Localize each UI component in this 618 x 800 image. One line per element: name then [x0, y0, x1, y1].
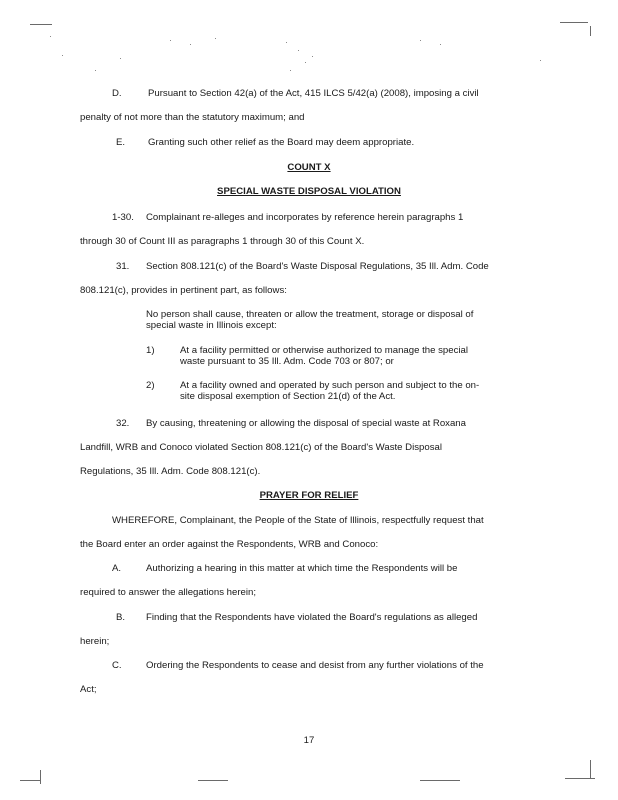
paragraph-text: Section 808.121(c) of the Board's Waste Disposal Regulations, 35 Ill. Adm. Code — [146, 261, 489, 272]
scan-dot — [190, 44, 191, 45]
list-label: 1) — [146, 345, 155, 356]
scan-dot — [290, 70, 291, 71]
paragraph-text: By causing, threatening or allowing the disposal of special waste at Roxana — [146, 418, 466, 429]
paragraph-text: herein; — [80, 636, 110, 647]
paragraph-text: Complainant re-alleges and incorporates by reference herein paragraphs 1 — [146, 212, 464, 223]
scan-mark — [590, 760, 591, 778]
paragraph-number: 31. — [116, 261, 130, 272]
paragraph-text: penalty of not more than the statutory maximum; and — [80, 112, 305, 123]
item-label: C. — [112, 660, 122, 671]
quote-text: At a facility owned and operated by such person and subject to the on- — [180, 380, 480, 391]
paragraph-text: Finding that the Respondents have violated the Board's regulations as alleged — [146, 612, 478, 623]
section-heading: COUNT X — [287, 162, 331, 173]
paragraph-text: required to answer the allegations herein; — [80, 587, 256, 598]
scan-dot — [286, 42, 287, 43]
scan-mark — [565, 778, 595, 779]
scan-dot — [170, 40, 171, 41]
paragraph-text: Landfill, WRB and Conoco violated Section 808.121(c) of the Board's Waste Disposal — [80, 442, 442, 453]
scan-mark — [20, 780, 40, 781]
paragraph-text: Act; — [80, 684, 97, 695]
paragraph-text: WHEREFORE, Complainant, the People of the State of Illinois, respectfully request that — [112, 515, 484, 526]
scan-dot — [62, 55, 63, 56]
paragraph-text: Granting such other relief as the Board may deem appropriate. — [148, 137, 415, 148]
scan-dot — [298, 50, 299, 51]
quote-text: waste pursuant to 35 Ill. Adm. Code 703 or 807; or — [180, 356, 394, 367]
paragraph-text: Ordering the Respondents to cease and desist from any further violations of the — [146, 660, 484, 671]
scan-mark — [30, 24, 52, 25]
scan-dot — [215, 38, 216, 39]
paragraph-text: the Board enter an order against the Respondents, WRB and Conoco: — [80, 539, 379, 550]
item-label: D. — [112, 88, 122, 99]
scan-mark — [560, 22, 588, 23]
scan-dot — [50, 36, 51, 37]
scan-dot — [305, 62, 306, 63]
scan-dot — [312, 56, 313, 57]
scan-dot — [95, 70, 96, 71]
scan-dot — [540, 60, 541, 61]
quote-text: No person shall cause, threaten or allow the treatment, storage or disposal of — [146, 309, 474, 320]
scan-mark — [590, 26, 591, 36]
scan-dot — [420, 40, 421, 41]
section-title: SPECIAL WASTE DISPOSAL VIOLATION — [217, 186, 401, 197]
paragraph-text: 808.121(c), provides in pertinent part, as follows: — [80, 285, 287, 296]
section-heading: PRAYER FOR RELIEF — [259, 490, 359, 501]
paragraph-text: Regulations, 35 Ill. Adm. Code 808.121(c). — [80, 466, 261, 477]
paragraph-text: through 30 of Count III as paragraphs 1 through 30 of this Count X. — [80, 236, 365, 247]
quote-text: special waste in Illinois except: — [146, 320, 277, 331]
item-label: E. — [116, 137, 126, 148]
page-number: 17 — [303, 735, 315, 746]
quote-text: At a facility permitted or otherwise authorized to manage the special — [180, 345, 468, 356]
item-label: B. — [116, 612, 126, 623]
paragraph-text: Pursuant to Section 42(a) of the Act, 415 ILCS 5/42(a) (2008), imposing a civil — [148, 88, 479, 99]
scan-dot — [120, 58, 121, 59]
scan-dot — [440, 44, 441, 45]
quote-text: site disposal exemption of Section 21(d) of the Act. — [180, 391, 396, 402]
list-label: 2) — [146, 380, 155, 391]
paragraph-number: 1-30. — [112, 212, 134, 223]
paragraph-text: Authorizing a hearing in this matter at which time the Respondents will be — [146, 563, 458, 574]
scan-mark — [420, 780, 460, 781]
item-label: A. — [112, 563, 122, 574]
scan-mark — [40, 770, 41, 784]
scan-mark — [198, 780, 228, 781]
paragraph-number: 32. — [116, 418, 130, 429]
